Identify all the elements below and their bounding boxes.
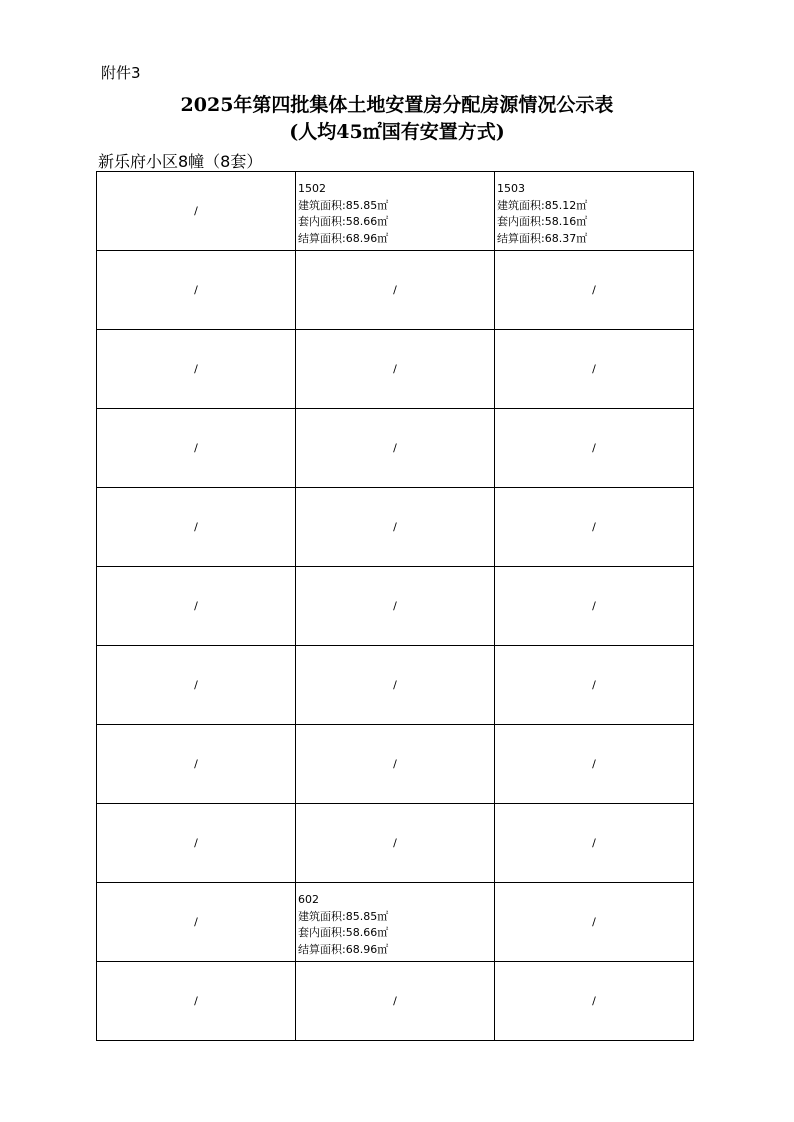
table-cell [296, 409, 495, 488]
table-cell [97, 804, 296, 883]
empty-mark: / [592, 757, 596, 771]
building-area: 建筑面积:85.85㎡ [298, 909, 389, 923]
empty-mark: / [194, 915, 198, 929]
inner-area: 套内面积:58.66㎡ [298, 926, 389, 939]
table-cell [296, 330, 495, 409]
settlement-area: 结算面积:68.96㎡ [298, 231, 389, 245]
table-cell [495, 567, 694, 646]
empty-mark: / [393, 994, 397, 1008]
empty-mark: / [393, 678, 397, 692]
empty-mark: / [592, 283, 596, 297]
empty-mark: / [393, 836, 397, 850]
unit-info [495, 172, 693, 247]
building-heading: 新乐府小区8幢（8套） [98, 152, 263, 171]
table-row [97, 567, 694, 646]
empty-mark: / [393, 362, 397, 376]
room-number: 1503 [497, 182, 525, 195]
table-cell [495, 251, 694, 330]
room-number: 602 [298, 893, 319, 906]
table-cell [495, 330, 694, 409]
table-cell [495, 804, 694, 883]
table-cell [495, 883, 694, 962]
table-cell [495, 725, 694, 804]
unit-info [296, 883, 494, 958]
table-cell [296, 567, 495, 646]
table-cell [495, 409, 694, 488]
table-cell [296, 251, 495, 330]
empty-mark: / [194, 441, 198, 455]
inner-area: 套内面积:58.16㎡ [497, 215, 588, 228]
empty-mark: / [592, 915, 596, 929]
table-row [97, 409, 694, 488]
settlement-area: 结算面积:68.96㎡ [298, 942, 389, 956]
inner-area: 套内面积:58.66㎡ [298, 215, 389, 228]
table-cell [97, 251, 296, 330]
table-cell [97, 962, 296, 1041]
empty-mark: / [194, 994, 198, 1008]
empty-mark: / [592, 520, 596, 534]
building-area: 建筑面积:85.12㎡ [497, 198, 588, 212]
empty-mark: / [194, 283, 198, 297]
table-row [97, 251, 694, 330]
empty-mark: / [592, 599, 596, 613]
unit-info [296, 172, 494, 247]
table-cell [97, 646, 296, 725]
table-cell [495, 172, 694, 251]
table-cell [97, 330, 296, 409]
empty-mark: / [194, 599, 198, 613]
empty-mark: / [393, 441, 397, 455]
empty-mark: / [393, 599, 397, 613]
table-cell [97, 409, 296, 488]
table-cell [97, 488, 296, 567]
table-row [97, 488, 694, 567]
table-row [97, 962, 694, 1041]
table-cell [495, 962, 694, 1041]
attachment-label: 附件3 [101, 64, 141, 82]
empty-mark: / [393, 520, 397, 534]
empty-mark: / [393, 757, 397, 771]
empty-mark: / [592, 836, 596, 850]
empty-mark: / [592, 678, 596, 692]
table-cell [495, 488, 694, 567]
table-cell [97, 172, 296, 251]
building-area: 建筑面积:85.85㎡ [298, 198, 389, 212]
table-cell [296, 172, 495, 251]
empty-mark: / [393, 283, 397, 297]
empty-mark: / [194, 757, 198, 771]
table-cell [296, 488, 495, 567]
table-cell [97, 725, 296, 804]
table-cell [296, 804, 495, 883]
table-cell [97, 883, 296, 962]
table-cell [495, 646, 694, 725]
table-row [97, 646, 694, 725]
settlement-area: 结算面积:68.37㎡ [497, 231, 588, 245]
table-cell [296, 962, 495, 1041]
table-cell [296, 646, 495, 725]
empty-mark: / [592, 994, 596, 1008]
empty-mark: / [194, 836, 198, 850]
table-cell [296, 725, 495, 804]
table-cell [296, 883, 495, 962]
empty-mark: / [194, 204, 198, 218]
page-subtitle: (人均45㎡国有安置方式) [289, 121, 505, 143]
table-row [97, 883, 694, 962]
empty-mark: / [592, 362, 596, 376]
table-body [97, 172, 694, 1041]
table-row [97, 330, 694, 409]
table-cell [97, 567, 296, 646]
table-row [97, 725, 694, 804]
table-row [97, 172, 694, 251]
empty-mark: / [592, 441, 596, 455]
table-row [97, 804, 694, 883]
page-title: 2025年第四批集体土地安置房分配房源情况公示表 [180, 94, 614, 116]
housing-allocation-table [96, 171, 694, 1041]
empty-mark: / [194, 520, 198, 534]
empty-mark: / [194, 362, 198, 376]
empty-mark: / [194, 678, 198, 692]
room-number: 1502 [298, 182, 326, 195]
